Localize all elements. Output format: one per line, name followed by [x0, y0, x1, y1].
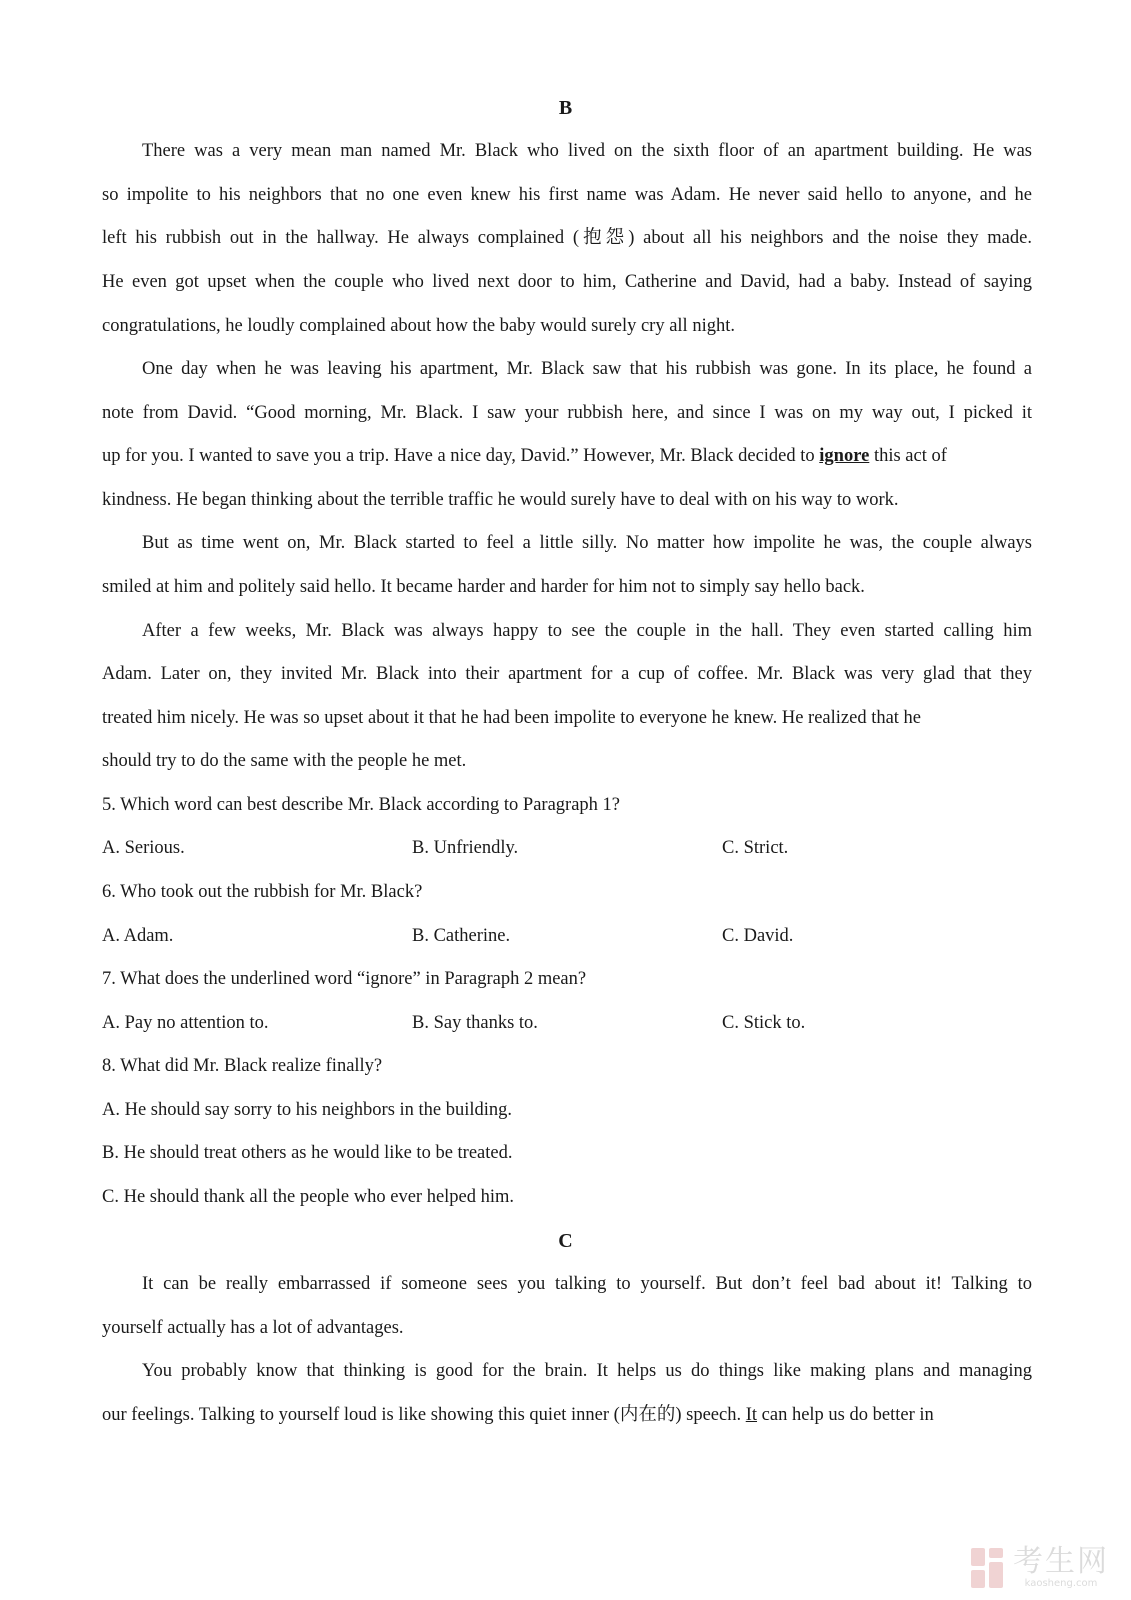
option-6b: B. Catherine.	[412, 926, 511, 946]
paragraph-line: so impolite to his neighbors that no one even knew his first name was Adam. He never said hello to anyone, and he	[102, 185, 1032, 205]
text-run: our feelings. Talking to yourself loud is like showing this quiet inner (内在的) speech.	[102, 1405, 746, 1425]
paragraph-line: He even got upset when the couple who lived next door to him, Catherine and David, had a baby. Instead of saying	[102, 272, 1032, 292]
paragraph-line-with-underline	[102, 444, 947, 468]
option-6c: C. David.	[722, 926, 794, 946]
paragraph-line: But as time went on, Mr. Black started to feel a little silly. No matter how impolite he was, the couple always	[142, 533, 1032, 553]
paragraph-line: kindness. He began thinking about the terrible traffic he would surely have to deal with on his way to work.	[102, 490, 899, 510]
text-run: this act of	[869, 446, 947, 466]
option-8c: C. He should thank all the people who ever helped him.	[102, 1187, 515, 1207]
paragraph-line: Adam. Later on, they invited Mr. Black into their apartment for a cup of coffee. Mr. Black was very glad that they	[102, 664, 1032, 684]
section-heading-b: B	[558, 97, 573, 119]
watermark-text: 考生网	[1013, 1544, 1109, 1579]
paragraph-line: treated him nicely. He was so upset about it that he had been impolite to everyone he knew. He realized that he	[102, 708, 922, 728]
option-5c: C. Strict.	[722, 838, 789, 858]
text-run: up for you. I wanted to save you a trip. Have a nice day, David.” However, Mr. Black decided to	[102, 446, 820, 466]
option-6a: A. Adam.	[102, 926, 174, 946]
watermark-subtext: kaosheng.com	[1024, 1578, 1098, 1589]
text-run: can help us do better in	[757, 1405, 934, 1425]
watermark-logo-icon	[971, 1548, 1007, 1588]
paragraph-line: smiled at him and politely said hello. It became harder and harder for him not to simply say hello back.	[102, 577, 865, 597]
paragraph-line: It can be really embarrassed if someone sees you talking to yourself. But don’t feel bad about it! Talking to	[142, 1274, 1032, 1294]
underlined-word-it: It	[745, 1405, 758, 1425]
question-stem-7: 7. What does the underlined word “ignore” in Paragraph 2 mean?	[102, 969, 587, 989]
paragraph-line: left his rubbish out in the hallway. He always complained (抱怨) about all his neighbors and the noise they made.	[102, 228, 1032, 248]
paragraph-line: After a few weeks, Mr. Black was always happy to see the couple in the hall. They even started calling him	[142, 621, 1032, 641]
section-heading-c: C	[558, 1230, 573, 1252]
paragraph-line: congratulations, he loudly complained about how the baby would surely cry all night.	[102, 316, 735, 336]
option-8a: A. He should say sorry to his neighbors in the building.	[102, 1100, 513, 1120]
question-stem-6: 6. Who took out the rubbish for Mr. Black?	[102, 882, 423, 902]
option-5b: B. Unfriendly.	[412, 838, 519, 858]
question-stem-8: 8. What did Mr. Black realize finally?	[102, 1056, 383, 1076]
option-7c: C. Stick to.	[722, 1013, 806, 1033]
paragraph-line: There was a very mean man named Mr. Black who lived on the sixth floor of an apartment building. He was	[142, 141, 1032, 161]
option-5a: A. Serious.	[102, 838, 185, 858]
watermark	[971, 1546, 1109, 1590]
option-7b: B. Say thanks to.	[412, 1013, 538, 1033]
underlined-word-ignore: ignore	[819, 446, 870, 466]
paragraph-line-with-underline	[102, 1403, 934, 1427]
paragraph-line: yourself actually has a lot of advantages.	[102, 1318, 404, 1338]
paragraph-line: should try to do the same with the people he met.	[102, 751, 467, 771]
paragraph-line: You probably know that thinking is good for the brain. It helps us do things like making plans and managing	[142, 1361, 1032, 1381]
paragraph-line: One day when he was leaving his apartment, Mr. Black saw that his rubbish was gone. In its place, he found a	[142, 359, 1032, 379]
option-8b: B. He should treat others as he would like to be treated.	[102, 1143, 513, 1163]
question-stem-5: 5. Which word can best describe Mr. Black according to Paragraph 1?	[102, 795, 620, 815]
paragraph-line: note from David. “Good morning, Mr. Black. I saw your rubbish here, and since I was on my way out, I picked it	[102, 403, 1032, 423]
option-7a: A. Pay no attention to.	[102, 1013, 269, 1033]
